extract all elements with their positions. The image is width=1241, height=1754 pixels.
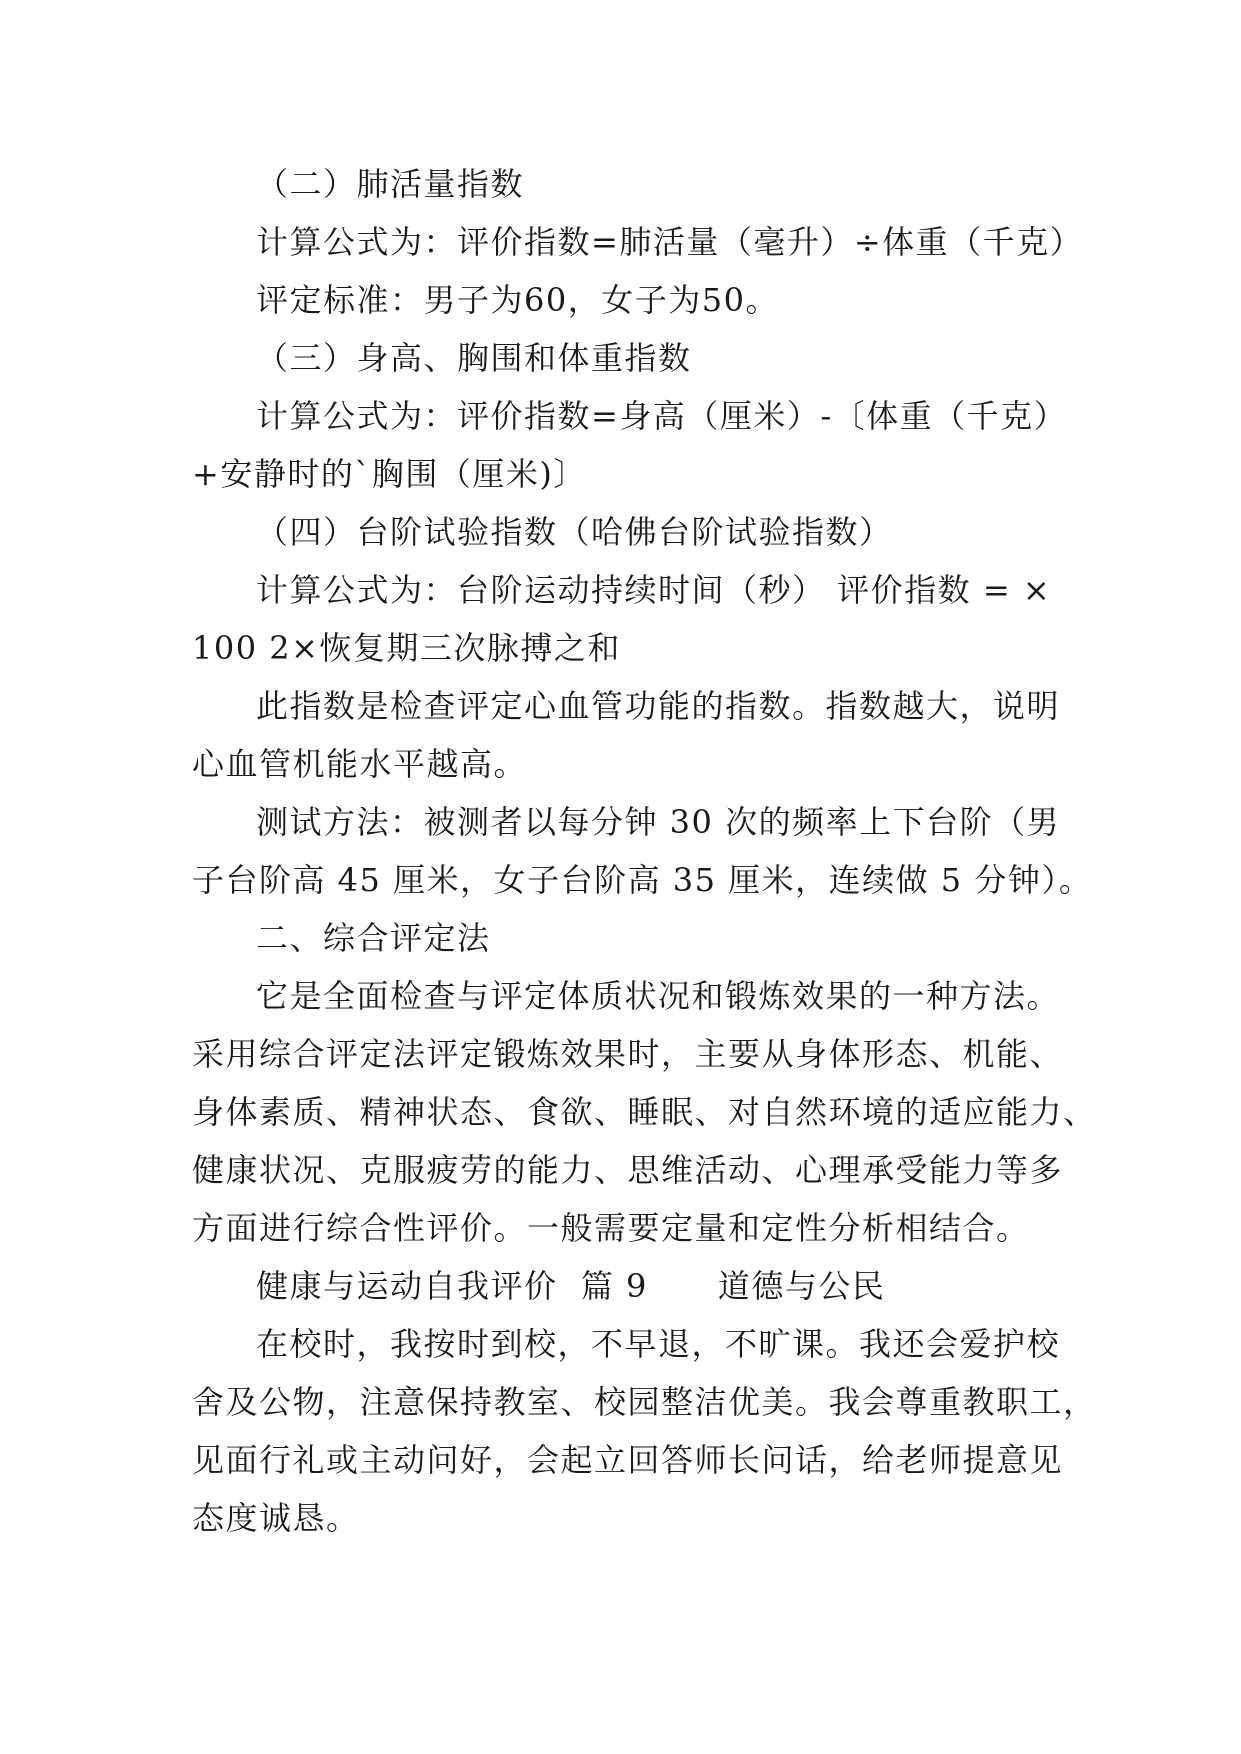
standard-lung-capacity: 评定标准：男子为60，女子为50。 xyxy=(256,281,779,319)
heading-article-9: 健康与运动自我评价 篇 9 道德与公民 xyxy=(256,1267,886,1305)
paragraph-school-line-2: 舍及公物，注意保持教室、校园整洁优美。我会尊重教职工， xyxy=(192,1383,1097,1421)
heading-comprehensive-evaluation: 二、综合评定法 xyxy=(256,919,491,957)
formula-step-test-line-2: 100 2×恢复期三次脉搏之和 xyxy=(192,629,621,667)
paragraph-step-index-line-2: 心血管机能水平越高。 xyxy=(192,745,528,783)
paragraph-step-index-line-1: 此指数是检查评定心血管功能的指数。指数越大，说明 xyxy=(256,687,1061,725)
paragraph-comprehensive-line-1: 它是全面检查与评定体质状况和锻炼效果的一种方法。 xyxy=(256,977,1061,1015)
heading-height-chest-weight-index: （三）身高、胸围和体重指数 xyxy=(256,339,692,377)
paragraph-comprehensive-line-2: 采用综合评定法评定锻炼效果时，主要从身体形态、机能、 xyxy=(192,1035,1064,1073)
paragraph-test-method-line-2: 子台阶高 45 厘米，女子台阶高 35 厘米，连续做 5 分钟）。 xyxy=(192,861,1093,899)
heading-lung-capacity-index: （二）肺活量指数 xyxy=(256,165,525,203)
formula-lung-capacity: 计算公式为：评价指数=肺活量（毫升）÷体重（千克） xyxy=(256,223,1084,261)
paragraph-comprehensive-line-5: 方面进行综合性评价。一般需要定量和定性分析相结合。 xyxy=(192,1209,1030,1247)
paragraph-comprehensive-line-3: 身体素质、精神状态、食欲、睡眠、对自然环境的适应能力、 xyxy=(192,1093,1097,1131)
formula-height-chest-weight-line-1: 计算公式为：评价指数=身高（厘米）-〔体重（千克） xyxy=(256,397,1068,435)
heading-step-test-index: （四）台阶试验指数（哈佛台阶试验指数） xyxy=(256,513,893,551)
paragraph-comprehensive-line-4: 健康状况、克服疲劳的能力、思维活动、心理承受能力等多 xyxy=(192,1151,1064,1189)
formula-step-test-line-1: 计算公式为：台阶运动持续时间（秒） 评价指数 = × xyxy=(256,571,1052,609)
paragraph-school-line-4: 态度诚恳。 xyxy=(192,1499,360,1537)
paragraph-school-line-3: 见面行礼或主动问好，会起立回答师长问话，给老师提意见 xyxy=(192,1441,1064,1479)
document-body xyxy=(192,155,1097,1547)
paragraph-test-method-line-1: 测试方法：被测者以每分钟 30 次的频率上下台阶（男 xyxy=(256,803,1061,841)
formula-height-chest-weight-line-2: +安静时的`胸围（厘米)〕 xyxy=(192,455,587,493)
paragraph-school-line-1: 在校时，我按时到校，不早退，不旷课。我还会爱护校 xyxy=(256,1325,1061,1363)
